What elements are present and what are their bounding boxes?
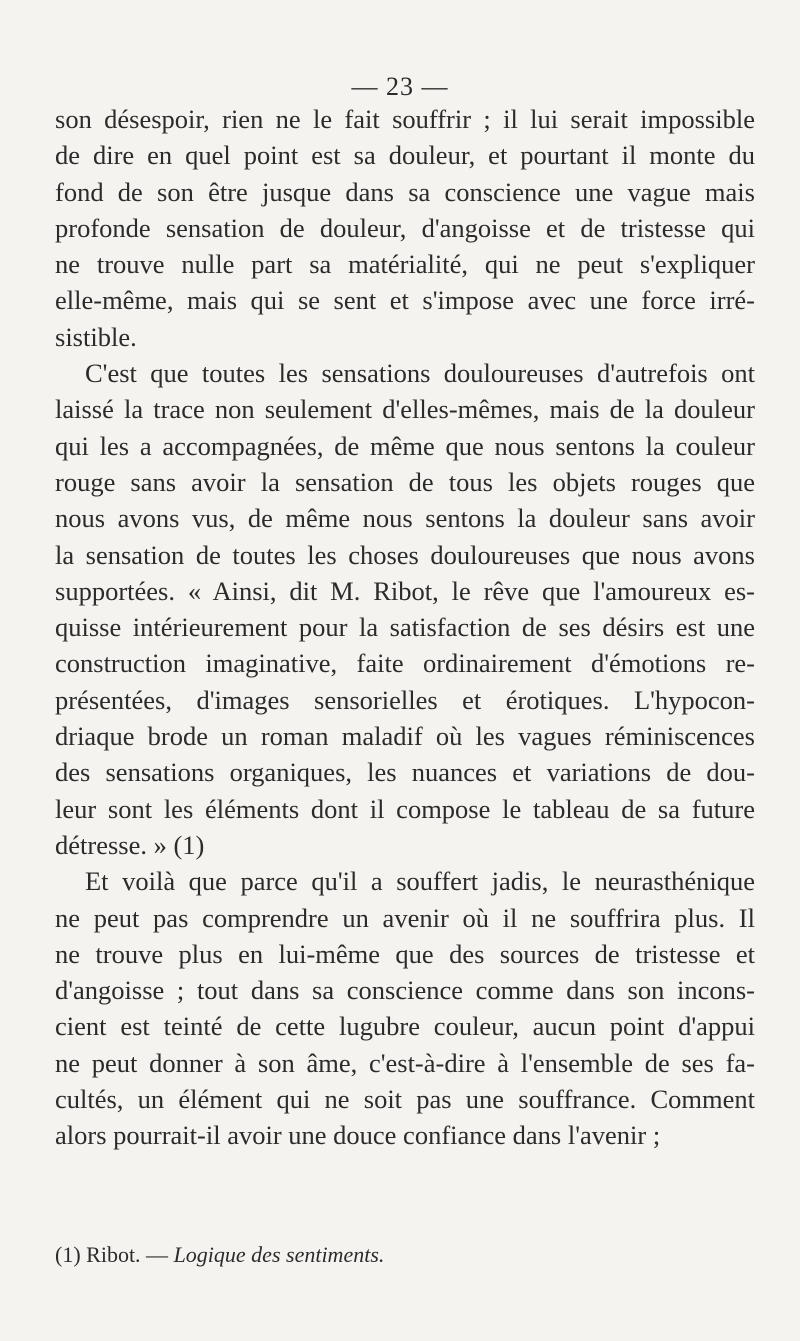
text-line: la sensation de toutes les choses douloureuses que nous avons (55, 539, 755, 570)
text-line: cient est teinté de cette lugubre couleur, aucun point d'appui (55, 1011, 755, 1042)
footnote (55, 1241, 755, 1269)
text-line: elle-même, mais qui se sent et s'impose avec une force irré- (55, 285, 755, 316)
text-line: Et voilà que parce qu'il a souffert jadis, le neurasthénique (85, 866, 755, 897)
text-line: son désespoir, rien ne le fait souffrir ; il lui serait impossible (55, 104, 755, 134)
page-number: — 23 — (351, 72, 449, 101)
body-text (55, 101, 755, 1154)
text-line: des sensations organiques, les nuances et variations de dou- (55, 757, 755, 788)
text-line: ne peut pas comprendre un avenir où il ne souffrira plus. Il (55, 902, 755, 933)
footnote-title: Logique des sentiments. (173, 1242, 385, 1267)
text-line: leur sont les éléments dont il compose le tableau de sa future (55, 793, 755, 824)
text-line: C'est que toutes les sensations douloureuses d'autrefois ont (85, 358, 755, 389)
text-line: ne trouve plus en lui-même que des sources de tristesse et (55, 938, 755, 969)
paragraph (55, 101, 755, 355)
text-line: détresse. » (1) (55, 829, 205, 860)
text-line: de dire en quel point est sa douleur, et pourtant il monte du (55, 140, 755, 171)
text-line: présentées, d'images sensorielles et érotiques. L'hypocon- (55, 684, 755, 715)
text-line: nous avons vus, de même nous sentons la douleur sans avoir (55, 503, 755, 534)
paragraph (55, 355, 755, 863)
text-line: fond de son être jusque dans sa conscience une vague mais (55, 176, 755, 207)
text-line: alors pourrait-il avoir une douce confiance dans l'avenir ; (55, 1120, 661, 1151)
text-line: construction imaginative, faite ordinairement d'émotions re- (55, 648, 755, 679)
text-line: cultés, un élément qui ne soit pas une souffrance. Comment (55, 1084, 755, 1115)
text-line: ne trouve nulle part sa matérialité, qui ne peut s'expliquer (55, 249, 755, 280)
text-line: laissé la trace non seulement d'elles-mêmes, mais de la douleur (55, 394, 755, 425)
paragraph (55, 863, 755, 1153)
text-line: driaque brode un roman maladif où les vagues réminiscences (55, 721, 755, 752)
text-line: ne peut donner à son âme, c'est-à-dire à l'ensemble de ses fa- (55, 1047, 755, 1078)
text-line: quisse intérieurement pour la satisfaction de ses désirs est une (55, 612, 755, 643)
footnote-reference: (1) Ribot. — (55, 1242, 174, 1267)
text-line: qui les a accompagnées, de même que nous sentons la couleur (55, 430, 755, 461)
text-line: sistible. (55, 321, 137, 352)
text-line: d'angoisse ; tout dans sa conscience comme dans son incons- (55, 975, 755, 1006)
text-line: profonde sensation de douleur, d'angoisse et de tristesse qui (55, 212, 755, 243)
text-line: rouge sans avoir la sensation de tous les objets rouges que (55, 466, 755, 497)
text-line: supportées. « Ainsi, dit M. Ribot, le rêve que l'amoureux es- (55, 575, 755, 606)
